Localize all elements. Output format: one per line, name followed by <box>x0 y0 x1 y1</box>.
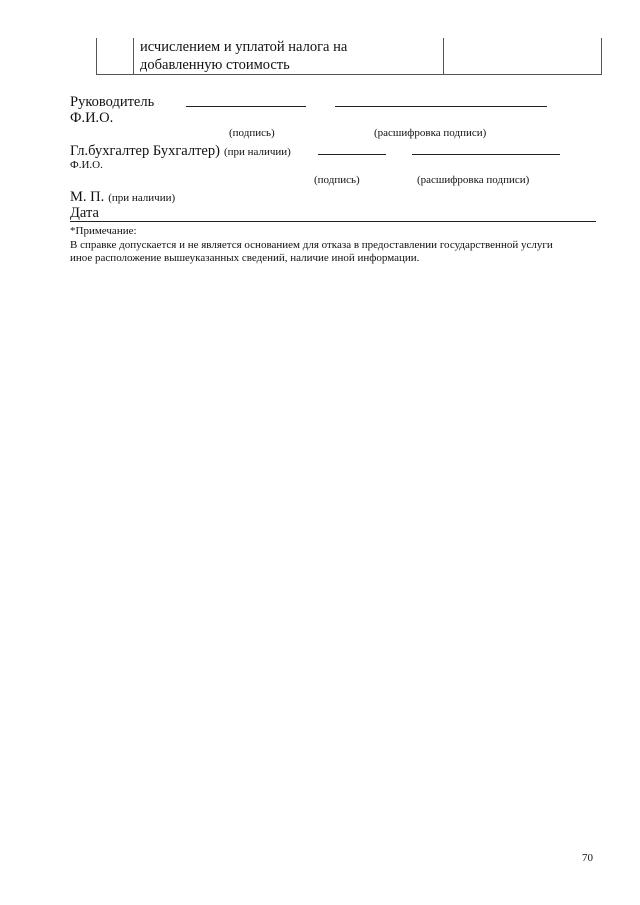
stamp-label: М. П. <box>70 189 105 205</box>
director-decode-line <box>335 106 547 107</box>
director-label: Руководитель <box>70 94 155 110</box>
signature-hint-2: (подпись) <box>314 174 360 186</box>
date-label: Дата <box>70 205 99 221</box>
stamp-row <box>70 188 175 206</box>
accountant-label: Гл.бухгалтер Бухгалтер) <box>70 143 220 159</box>
accountant-note: (при наличии) <box>223 146 291 158</box>
fio-label-1: Ф.И.О. <box>70 110 114 126</box>
table-cell-divider <box>443 38 444 74</box>
table-text-line-2: добавленную стоимость <box>140 57 290 73</box>
footnote-line-2: иное расположение вышеуказанных сведений, наличие иной информации. <box>70 252 420 264</box>
decode-hint-2: (расшифровка подписи) <box>417 174 530 186</box>
footnote-line-1: В справке допускается и не является основанием для отказа в предоставлении государственной услуги <box>70 239 553 251</box>
director-signature-line <box>186 106 306 107</box>
footnote-separator <box>70 221 596 222</box>
decode-hint-1: (расшифровка подписи) <box>374 127 487 139</box>
accountant-signature-line <box>318 154 386 155</box>
signature-hint-1: (подпись) <box>229 127 275 139</box>
accountant-row <box>70 142 291 160</box>
fio-label-2: Ф.И.О. <box>70 159 103 171</box>
accountant-decode-line <box>412 154 560 155</box>
footnote-title: *Примечание: <box>70 225 137 237</box>
table-text-line-1: исчислением и уплатой налога на <box>140 39 348 55</box>
page-number: 70 <box>582 852 593 864</box>
stamp-note: (при наличии) <box>108 192 176 204</box>
table-cell-text <box>140 38 347 74</box>
table-cell-number <box>97 38 134 74</box>
